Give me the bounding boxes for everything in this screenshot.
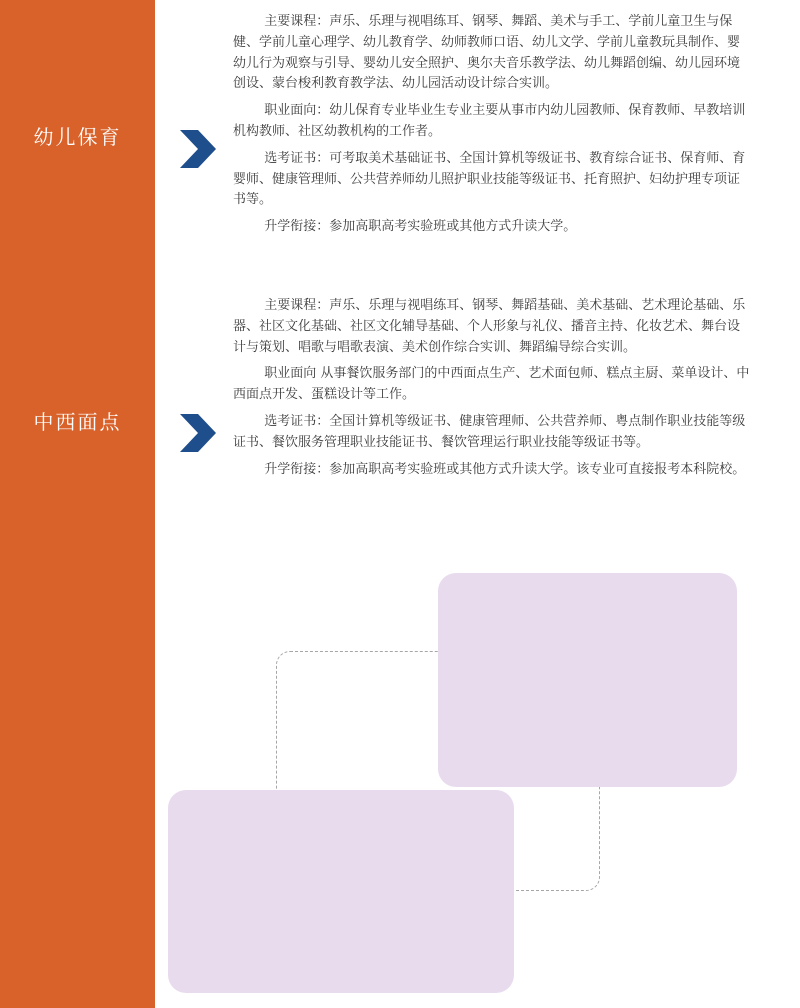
major-description-pastry bbox=[233, 296, 751, 486]
courses-paragraph: 主要课程：声乐、乐理与视唱练耳、钢琴、舞蹈、美术与手工、学前儿童卫生与保健、学前儿童心理学、幼儿教育学、幼师教师口语、幼儿文学、学前儿童教玩具制作、婴幼儿行为观察与引导、婴幼儿安全照护、奥尔夫音乐教学法、幼儿舞蹈创编、幼儿园环境创设、蒙台梭利教育教学法、幼儿园活动设计综合实训。 bbox=[233, 14, 741, 92]
certificates-paragraph: 选考证书：全国计算机等级证书、健康管理师、公共营养师、粤点制作职业技能等级证书、餐饮服务管理职业技能证书、餐饮管理运行职业技能等级证书等。 bbox=[233, 413, 746, 450]
career-paragraph: 职业面向 从事餐饮服务部门的中西面点生产、艺术面包师、糕点主厨、菜单设计、中西面点开发、蛋糕设计等工作。 bbox=[233, 366, 750, 403]
courses-paragraph: 主要课程：声乐、乐理与视唱练耳、钢琴、舞蹈基础、美术基础、艺术理论基础、乐器、社区文化基础、社区文化辅导基础、个人形象与礼仪、播音主持、化妆艺术、舞台设计与策划、唱歌与唱歌表演、美术创作综合实训、舞蹈编导综合实训。 bbox=[233, 298, 746, 355]
photo-panel-bottom bbox=[168, 790, 514, 993]
chevron-right-icon bbox=[178, 128, 218, 170]
major-title-pastry: 中西面点 bbox=[33, 410, 122, 434]
major-title-early-childcare: 幼儿保育 bbox=[33, 125, 122, 149]
career-paragraph: 职业面向：幼儿保育专业毕业生专业主要从事市内幼儿园教师、保育教师、早教培训机构教师、社区幼教机构的工作者。 bbox=[233, 103, 746, 139]
chevron-right-icon bbox=[178, 412, 218, 454]
further-study-paragraph: 升学衔接：参加高职高考实验班或其他方式升读大学。该专业可直接报考本科院校。 bbox=[264, 461, 746, 477]
photo-panel-top bbox=[438, 573, 737, 787]
certificates-paragraph: 选考证书：可考取美术基础证书、全国计算机等级证书、教育综合证书、保育师、育婴师、健康管理师、公共营养师幼儿照护职业技能等级证书、托育照护、妇幼护理专项证书等。 bbox=[233, 150, 746, 208]
sidebar-band bbox=[0, 0, 155, 1008]
major-description-early-childcare bbox=[233, 12, 751, 244]
further-study-paragraph: 升学衔接：参加高职高考实验班或其他方式升读大学。 bbox=[264, 219, 577, 235]
